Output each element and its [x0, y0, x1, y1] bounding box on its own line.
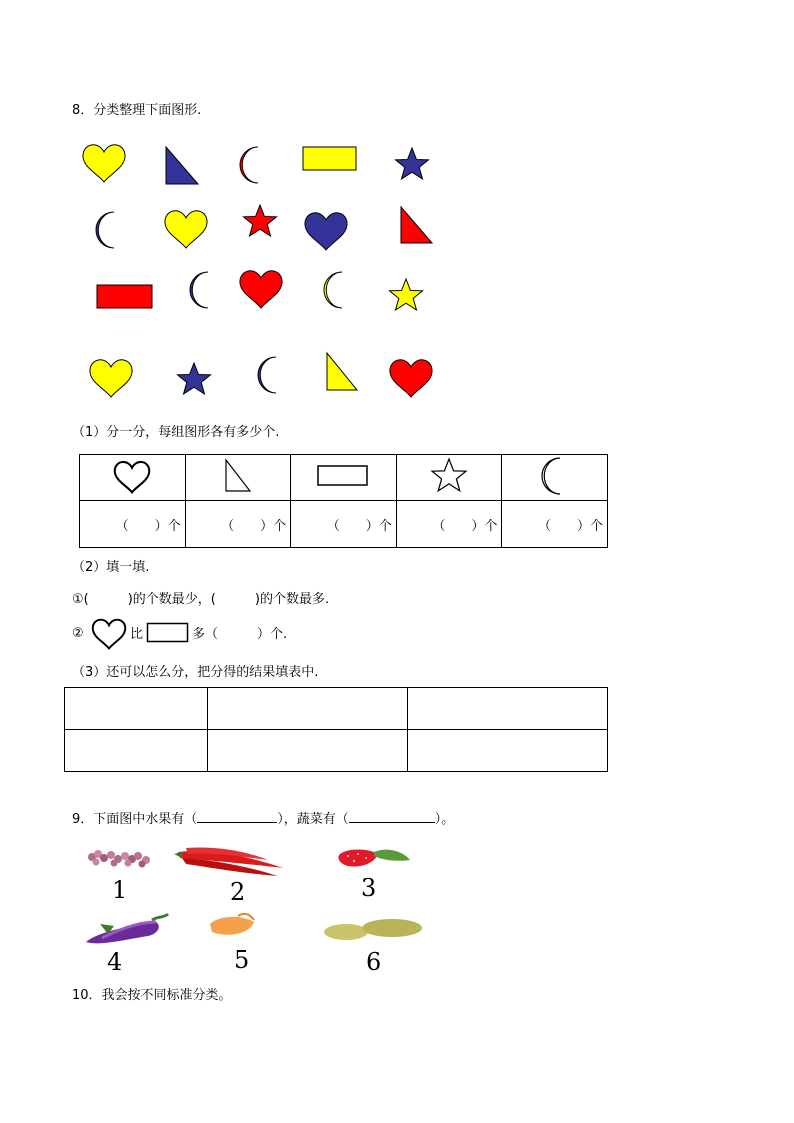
- fruit-answer-blank[interactable]: [197, 822, 277, 823]
- strawberry-icon: [338, 850, 410, 867]
- header-rectangle-cell: [291, 455, 397, 501]
- triangle-red-icon: [401, 207, 432, 243]
- question-8-title: 8．分类整理下面图形.: [72, 103, 202, 118]
- part-2-instruction: （2）填一填.: [72, 560, 150, 575]
- moon-blue-icon: [190, 272, 208, 308]
- question-10-title: 10．我会按不同标准分类。: [72, 988, 232, 1003]
- heart-red-icon: [240, 271, 282, 308]
- red-pepper-icon: [174, 848, 283, 877]
- part-1-instruction: （1）分一分，每组图形各有多少个.: [72, 425, 280, 440]
- count-cell-star[interactable]: （ ）个: [396, 501, 502, 548]
- star-outline-icon: [428, 457, 470, 495]
- label-1: 1: [112, 876, 128, 904]
- heart-blue-icon: [305, 213, 347, 250]
- heart-outline-icon: [90, 616, 128, 650]
- header-triangle-cell: [185, 455, 291, 501]
- heart-outline-icon: [111, 458, 153, 494]
- shapes-grid: [70, 130, 450, 410]
- triangle-blue-icon: [166, 147, 198, 184]
- heart-yellow-icon: [83, 145, 125, 182]
- question-9-text: [72, 812, 454, 828]
- header-moon-cell: [502, 455, 608, 501]
- rectangle-red-icon: [97, 285, 152, 308]
- moon-yellow-icon: [324, 272, 342, 308]
- part-3-instruction: （3）还可以怎么分，把分得的结果填表中.: [72, 665, 319, 680]
- label-5: 5: [234, 946, 250, 974]
- q9-text-a: 9．下面图中水果有（: [72, 812, 198, 827]
- more-by-text[interactable]: 多（ ）个.: [192, 627, 288, 642]
- sort-cell[interactable]: [408, 730, 608, 772]
- grapes-icon: [88, 850, 150, 868]
- sort-cell[interactable]: [408, 688, 608, 730]
- fill-line-1[interactable]: ①( )的个数最少，( )的个数最多.: [72, 592, 330, 607]
- heart-red-icon: [390, 360, 432, 397]
- q9-text-c: ）。: [434, 812, 455, 827]
- moon-blue-icon: [258, 357, 276, 393]
- count-cell-moon[interactable]: （ ）个: [502, 501, 608, 548]
- compare-word: 比: [130, 627, 144, 642]
- star-red-icon: [244, 205, 277, 236]
- rectangle-yellow-icon: [303, 147, 356, 170]
- label-2: 2: [230, 878, 246, 906]
- label-3: 3: [361, 874, 377, 902]
- rectangle-outline-icon: [146, 622, 190, 644]
- label-4: 4: [107, 948, 123, 976]
- count-cell-rectangle[interactable]: （ ）个: [291, 501, 397, 548]
- triangle-outline-icon: [223, 458, 253, 494]
- sort-cell[interactable]: [208, 730, 408, 772]
- orange-icon: [210, 914, 254, 935]
- classification-table: [64, 687, 608, 772]
- fill-line-2: [72, 616, 412, 652]
- star-blue-icon: [178, 363, 211, 394]
- q9-text-b: ），蔬菜有（: [277, 812, 349, 827]
- star-blue-icon: [396, 148, 429, 179]
- moon-blue-icon: [96, 212, 114, 248]
- potato-icon: [324, 919, 422, 940]
- header-star-cell: [396, 455, 502, 501]
- moon-outline-icon: [538, 457, 572, 495]
- rectangle-outline-icon: [316, 464, 370, 488]
- heart-yellow-icon: [90, 360, 132, 397]
- sort-cell[interactable]: [65, 688, 208, 730]
- count-cell-heart[interactable]: （ ）个: [80, 501, 186, 548]
- label-6: 6: [366, 948, 382, 976]
- heart-yellow-icon: [165, 211, 207, 248]
- sort-cell[interactable]: [65, 730, 208, 772]
- eggplant-icon: [86, 914, 168, 943]
- header-heart-cell: [80, 455, 186, 501]
- star-yellow-icon: [390, 279, 423, 310]
- count-cell-triangle[interactable]: （ ）个: [185, 501, 291, 548]
- sort-cell[interactable]: [208, 688, 408, 730]
- moon-red-icon: [240, 147, 258, 183]
- line-2-marker: ②: [72, 626, 84, 641]
- vegetable-answer-blank[interactable]: [349, 822, 435, 823]
- triangle-yellow-icon: [327, 353, 357, 390]
- count-table: [79, 454, 608, 548]
